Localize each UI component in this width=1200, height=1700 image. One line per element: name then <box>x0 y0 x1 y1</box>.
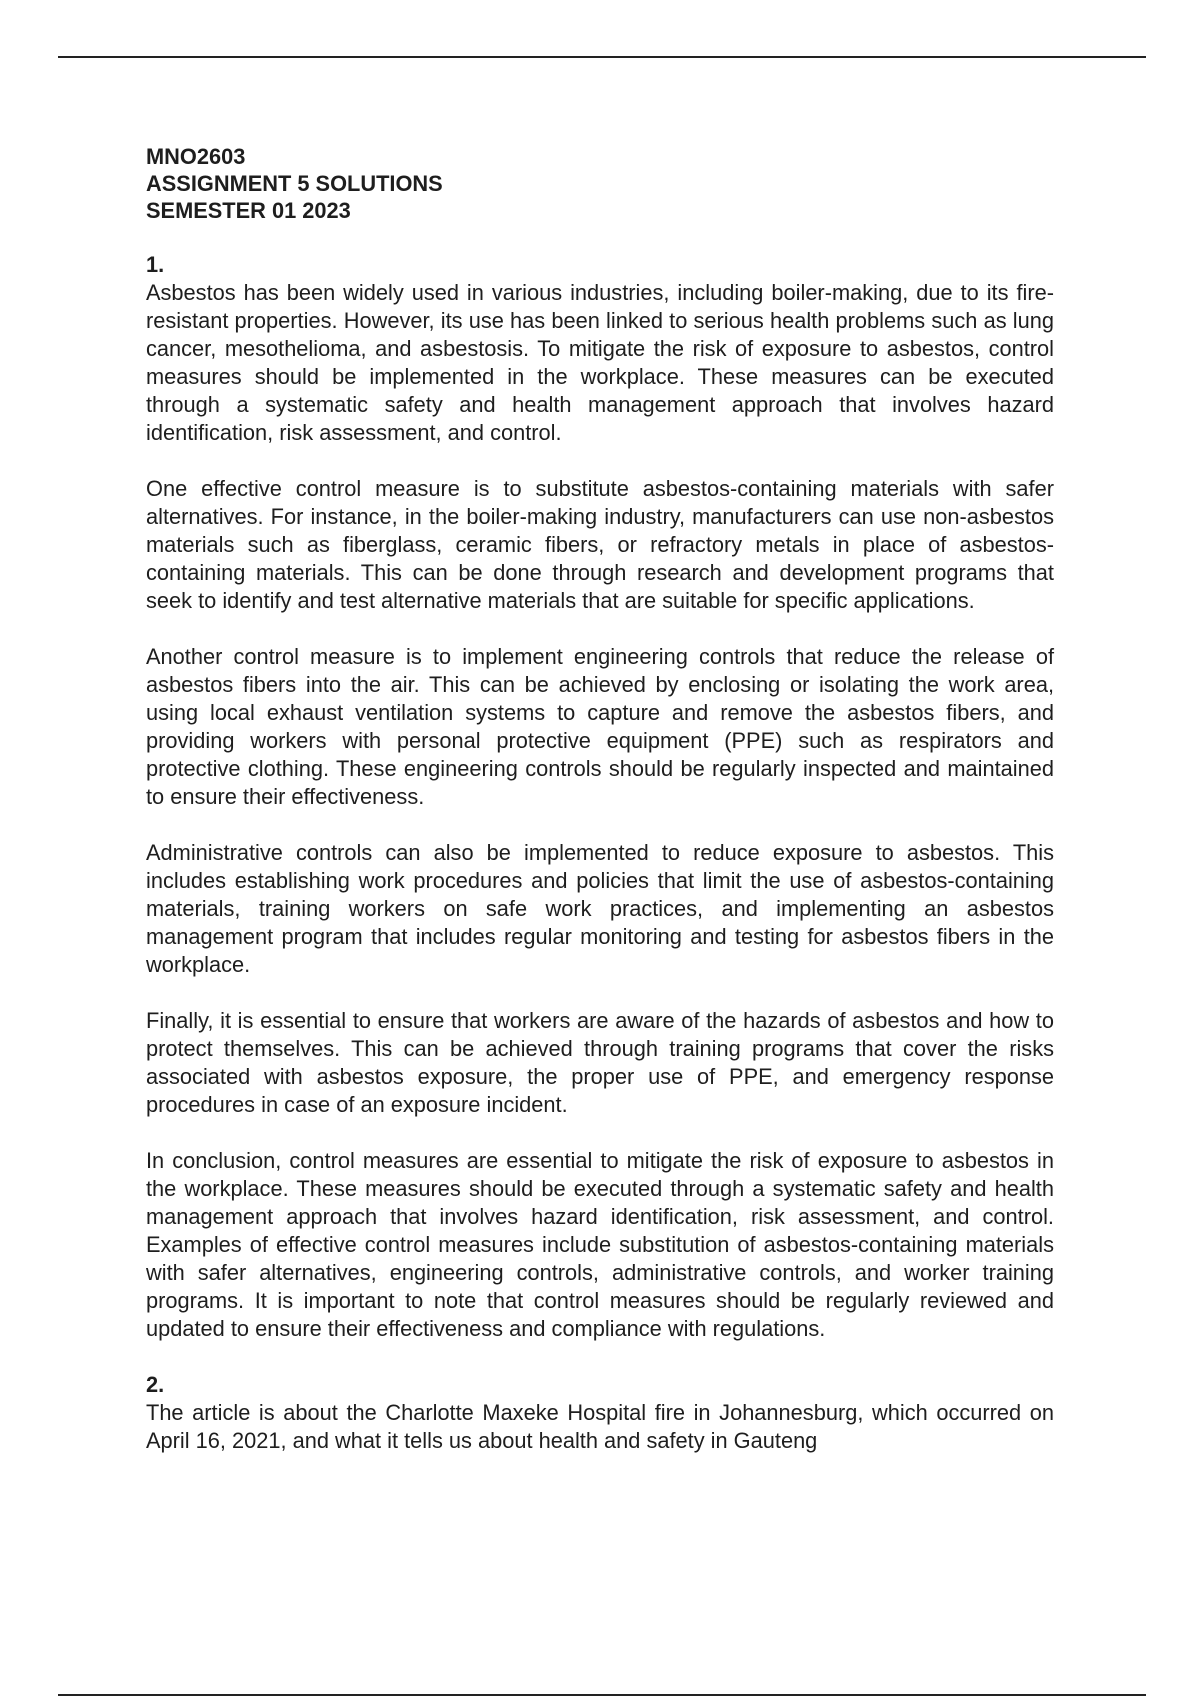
assignment-title: ASSIGNMENT 5 SOLUTIONS <box>146 171 443 196</box>
question-2-paragraph: The article is about the Charlotte Maxeke Hospital fire in Johannesburg, which occurred on April 16, 2021, and what it tells us about health and safety in Gauteng <box>146 1400 1054 1453</box>
question-1-number: 1. <box>146 252 165 277</box>
question-2-number: 2. <box>146 1372 165 1397</box>
question-1-paragraph: In conclusion, control measures are essential to mitigate the risk of exposure to asbestos in the workplace. These measures should be executed through a systematic safety and health management approach that involves hazard identification, risk assessment, and control. Examples of effective control measures include substitution of asbestos-containing materials with safer alternatives, engineering controls, administrative controls, and worker training programs. It is important to note that control measures should be regularly reviewed and updated to ensure their effectiveness and compliance with regulations. <box>146 1148 1054 1341</box>
question-1-paragraph: Finally, it is essential to ensure that workers are aware of the hazards of asbestos and how to protect themselves. This can be achieved through training programs that cover the risks associated with asbestos exposure, the proper use of PPE, and emergency response procedures in case of an exposure incident. <box>146 1008 1054 1117</box>
question-1-paragraph: Administrative controls can also be implemented to reduce exposure to asbestos. This includes establishing work procedures and policies that limit the use of asbestos-containing materials, training workers on safe work practices, and implementing an asbestos management program that includes regular monitoring and testing for asbestos fibers in the workplace. <box>146 840 1054 977</box>
semester-label: SEMESTER 01 2023 <box>146 198 351 223</box>
question-1-paragraph: One effective control measure is to substitute asbestos-containing materials with safer alternatives. For instance, in the boiler-making industry, manufacturers can use non-asbestos materials such as fiberglass, ceramic fibers, or refractory metals in place of asbestos-containing materials. This can be done through research and development programs that seek to identify and test alternative materials that are suitable for specific applications. <box>146 476 1054 613</box>
course-code: MNO2603 <box>146 144 246 169</box>
question-1-paragraph: Asbestos has been widely used in various industries, including boiler-making, due to its fire-resistant properties. However, its use has been linked to serious health problems such as lung cancer, mesothelioma, and asbestosis. To mitigate the risk of exposure to asbestos, control measures should be implemented in the workplace. These measures can be executed through a systematic safety and health management approach that involves hazard identification, risk assessment, and control. <box>146 280 1054 445</box>
document-body <box>146 143 1054 1455</box>
top-rule <box>58 56 1146 58</box>
question-1-paragraph: Another control measure is to implement engineering controls that reduce the release of asbestos fibers into the air. This can be achieved by enclosing or isolating the work area, using local exhaust ventilation systems to capture and remove the asbestos fibers, and providing workers with personal protective equipment (PPE) such as respirators and protective clothing. These engineering controls should be regularly inspected and maintained to ensure their effectiveness. <box>146 644 1054 809</box>
bottom-rule <box>58 1694 1146 1696</box>
